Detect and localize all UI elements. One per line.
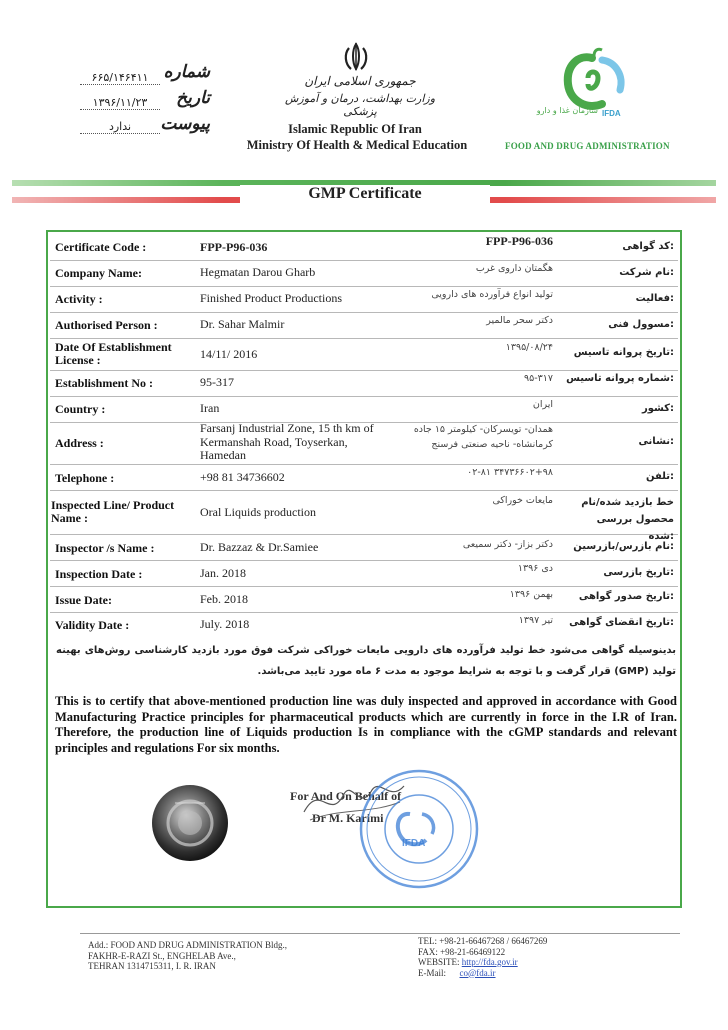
hologram-seal-icon xyxy=(150,783,230,863)
field-value-fa: بهمن ۱۳۹۶ xyxy=(509,589,553,600)
footer-website-label: WEBSITE: xyxy=(418,957,460,967)
stamp-text: IFDA xyxy=(402,838,426,849)
field-value: Oral Liquids production xyxy=(200,505,316,519)
field-value-fa: تولید انواع فرآورده های دارویی xyxy=(431,289,553,300)
attachment-value: ندارد xyxy=(80,120,160,134)
ministry-en: Ministry Of Health & Medical Education xyxy=(246,138,468,152)
field-row-issue-date xyxy=(50,586,678,613)
field-value: 95-317 xyxy=(200,375,234,389)
field-label: Certificate Code : xyxy=(55,240,147,254)
field-value: FPP-P96-036 xyxy=(200,240,268,254)
field-value: Dr. Sahar Malmir xyxy=(200,317,285,331)
field-value: 14/11/ 2016 xyxy=(200,347,258,361)
attachment-label: پیوست xyxy=(160,114,210,134)
field-row-certificate-code xyxy=(50,234,678,261)
field-label-fa: تاریخ صدور گواهی: xyxy=(578,591,674,602)
footer-address-line: TEHRAN 1314715311, I. R. IRAN xyxy=(88,961,216,971)
field-label: Inspected Line/ Product Name : xyxy=(51,498,175,525)
footer-tel: TEL: +98-21-66467268 / 66467269 xyxy=(418,936,548,946)
fda-logo-text: IFDA xyxy=(602,109,621,118)
field-row-inspected-line xyxy=(50,490,678,542)
footer-contact xyxy=(418,936,547,978)
field-label: Inspection Date : xyxy=(55,567,143,581)
field-label: Validity Date : xyxy=(55,618,130,632)
ref-number-label: شماره xyxy=(163,62,210,82)
field-label: Establishment No : xyxy=(55,376,154,390)
field-value: Finished Product Productions xyxy=(200,291,343,305)
field-value: Iran xyxy=(200,401,220,415)
field-row-activity xyxy=(50,286,678,313)
field-label-fa: تاریخ پروانه تاسیس: xyxy=(573,347,674,358)
field-label-fa: شماره پروانه تاسیس: xyxy=(566,373,674,384)
field-value: Farsanj Industrial Zone, 15 th km of Kermanshah Road, Toyserkan, Hamedan xyxy=(200,421,374,462)
field-label-fa: فعالیت: xyxy=(635,293,674,304)
field-value-fa: مایعات خوراکی xyxy=(492,495,553,506)
republic-fa: جمهوری اسلامی ایران xyxy=(304,74,416,88)
field-value: Dr. Bazzaz & Dr.Samiee xyxy=(200,540,319,554)
persian-statement: بدینوسیله گواهی می‌شود خط تولید فرآورده های دارویی مایعات خوراکی شرکت فوق مورد بازدید کارشناسی روش‌های بهینه تولید (GMP) قرار گرفت و با توجه به شرایط موجود به مدت ۶ ماه مورد تایید می‌باشد. xyxy=(56,645,676,677)
field-label-fa: نام بازرس/بازرسین: xyxy=(573,541,674,552)
field-value: Jan. 2018 xyxy=(200,566,246,580)
field-row-address xyxy=(50,422,678,465)
field-value: July. 2018 xyxy=(200,617,250,631)
field-label-fa: تلفن: xyxy=(645,471,674,482)
field-row-establishment-license-date xyxy=(50,338,678,371)
ifda-stamp-icon xyxy=(358,768,480,890)
field-label: Country : xyxy=(55,402,106,416)
footer-address-line: Add.: FOOD AND DRUG ADMINISTRATION Bldg., xyxy=(88,940,288,950)
field-row-country xyxy=(50,396,678,423)
field-value: +98 81 34736602 xyxy=(200,470,285,484)
field-label: Telephone : xyxy=(55,471,115,485)
ref-date-label: تاریخ xyxy=(176,88,210,108)
field-label: Issue Date: xyxy=(55,593,112,607)
field-row-telephone xyxy=(50,464,678,491)
ref-number: ۶۶۵/۱۴۶۴۱۱ xyxy=(80,71,160,85)
signature-on-behalf: For And On Behalf of xyxy=(290,789,402,803)
field-value-fa: دکتر بزاز- دکتر سمیعی xyxy=(462,539,553,550)
field-label-fa: مسوول فنی: xyxy=(608,319,674,330)
field-label-fa: خط بازدید شده/نام محصول بررسی شده: xyxy=(581,497,674,542)
footer-fax: FAX: +98-21-66469122 xyxy=(418,946,506,957)
field-label-fa: نشانی: xyxy=(638,436,674,447)
field-value-fa: ۰۲-۸۱ ۳۴۷۳۶۶۰۲+۹۸ xyxy=(467,467,553,478)
fda-fa: سازمان غذا و دارو xyxy=(536,106,598,115)
signature-name: Dr M. Karimi xyxy=(312,811,384,825)
field-value-fa: FPP-P96-036 xyxy=(485,234,553,248)
field-label-fa: نام شرکت: xyxy=(619,267,674,278)
ministry-fa: وزارت بهداشت، درمان و آموزش پزشکی xyxy=(284,92,436,118)
field-row-validity-date xyxy=(50,612,678,636)
field-value: Feb. 2018 xyxy=(200,592,248,606)
field-row-inspector xyxy=(50,534,678,561)
field-value: Hegmatan Darou Gharb xyxy=(200,265,316,279)
ref-date: ۱۳۹۶/۱۱/۲۳ xyxy=(80,96,160,110)
footer-divider xyxy=(80,933,680,934)
field-row-company-name xyxy=(50,260,678,287)
reference-block xyxy=(80,62,210,142)
fda-en: FOOD AND DRUG ADMINISTRATION xyxy=(505,141,670,151)
field-value-fa: ۹۵-۳۱۷ xyxy=(524,373,553,384)
field-label-fa: کد گواهی: xyxy=(622,241,674,252)
field-row-inspection-date xyxy=(50,560,678,587)
footer-address xyxy=(88,940,287,972)
footer-address-line: FAKHR-E-RAZI St., ENGHELAB Ave., xyxy=(88,950,236,961)
field-label: Inspector /s Name : xyxy=(55,541,155,555)
field-label: Address : xyxy=(55,436,104,450)
field-label-fa: کشور: xyxy=(641,403,674,414)
footer-website-link[interactable]: http://fda.gov.ir xyxy=(461,957,518,967)
field-value-fa: تیر ۱۳۹۷ xyxy=(518,615,553,626)
republic-en: Islamic Republic Of Iran xyxy=(288,122,422,136)
field-label: Authorised Person : xyxy=(55,318,158,332)
field-value-fa: هگمتان داروی غرب xyxy=(475,263,553,274)
field-label-fa: تاریخ بازرسی: xyxy=(603,567,674,578)
field-value-fa: ۱۳۹۵/۰۸/۲۴ xyxy=(505,342,553,353)
certification-statement: This is to certify that above-mentioned production line was duly inspected and approved in accordance with Good Manufacturing Practice principles for pharmaceutical products which are currently in force in the I.R of Iran. Therefore, the production line of Liquids production Is in compliance with the cGMP standards and relevant principles and regulations For six months. xyxy=(55,694,677,755)
field-label: Activity : xyxy=(55,292,103,306)
field-label: Company Name: xyxy=(55,266,142,280)
page-title: GMP Certificate xyxy=(240,185,490,203)
footer-email-link[interactable]: co@fda.ir xyxy=(459,967,496,978)
field-row-authorised-person xyxy=(50,312,678,339)
field-label: Date Of Establishment License : xyxy=(55,340,172,367)
field-value-fa: دکتر سحر مالمیر xyxy=(486,315,553,326)
field-row-establishment-no xyxy=(50,370,678,397)
iran-emblem-icon xyxy=(340,42,372,72)
field-value-fa: ایران xyxy=(532,399,553,410)
field-value-fa: دی ۱۳۹۶ xyxy=(517,563,553,574)
field-value-fa: همدان- تویسرکان- کیلومتر ۱۵ جاده کرمانشاه- ناحیه صنعتی فرسنج xyxy=(413,424,553,450)
field-label-fa: تاریخ انقضای گواهی: xyxy=(569,617,674,628)
footer-email-label: E-Mail: xyxy=(418,967,446,978)
